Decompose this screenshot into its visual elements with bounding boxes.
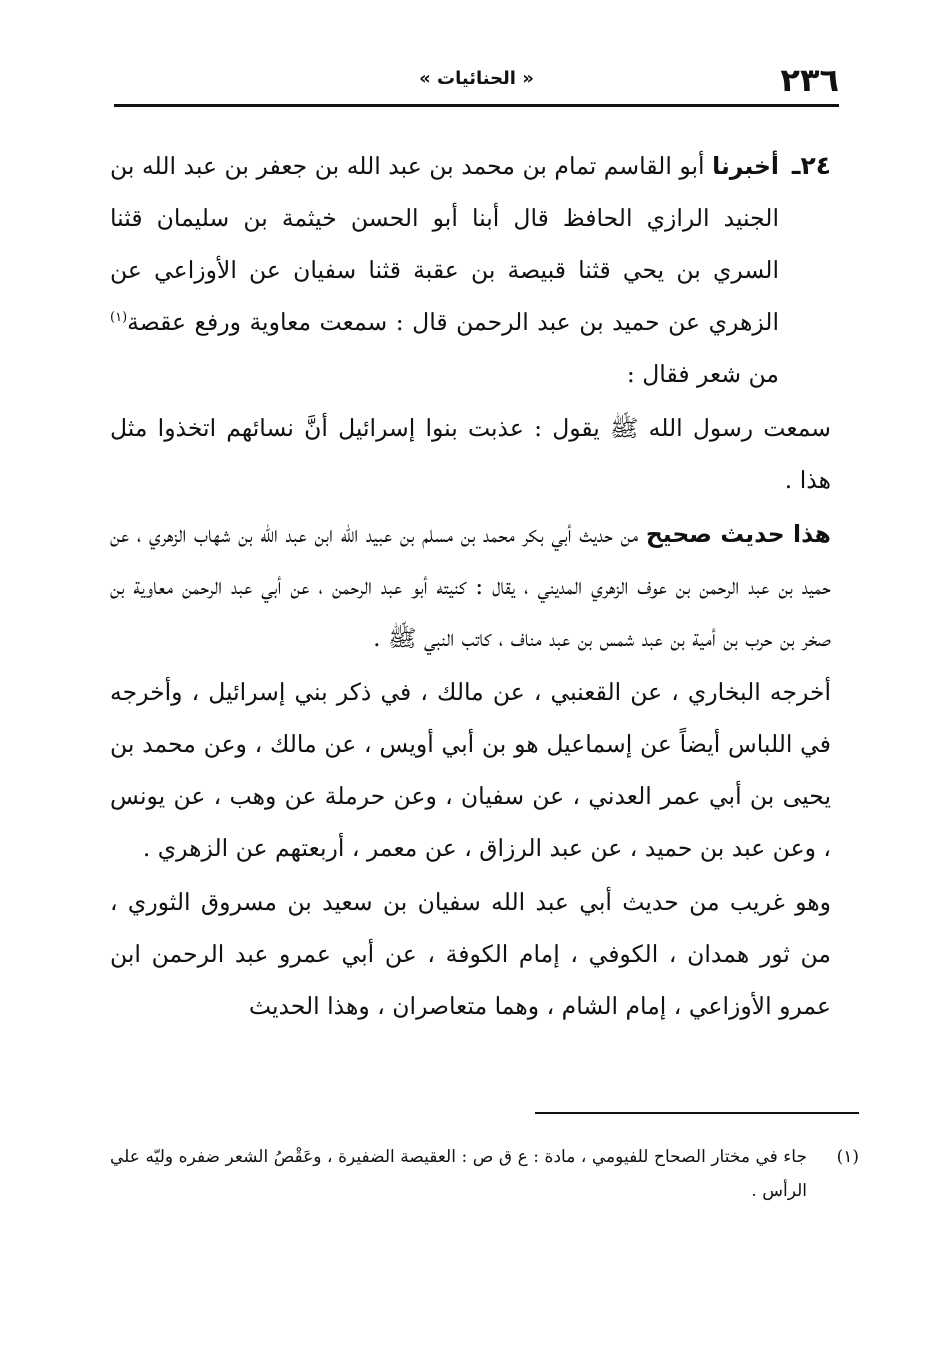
- isnad-paragraph: [110, 140, 779, 400]
- hadith-entry: [110, 140, 831, 400]
- running-title: « الحنائيات »: [419, 68, 534, 89]
- isnad-text: أبو القاسم تمام بن محمد بن عبد الله بن جعفر بن عبد الله بن الجنيد الرازي الحافظ قال أبنا أبو الحسن خيثمة بن سليمان قثنا السري بن يحي قثنا قبيصة بن عقبة قثنا سفيان عن الأوزاعي عن الزهري عن حميد بن عبد الرحمن قال : سمعت معاوية ورفع عقصة: [110, 152, 779, 336]
- verdict-lead: هذا حديث صحيح: [645, 520, 831, 548]
- footnote-item: [110, 1140, 859, 1208]
- page-number: ٢٣٦: [780, 61, 839, 99]
- footnote-ref[interactable]: (١): [110, 310, 128, 326]
- footnote-marker: (١): [836, 1147, 859, 1167]
- page-header: [114, 60, 839, 107]
- entry-lead-word: أخبرنا: [712, 152, 779, 180]
- gharib-paragraph: وهو غريب من حديث أبي عبد الله سفيان بن سعيد بن مسروق الثوري ، من ثور همدان ، الكوفي ، إمام الكوفة ، عن أبي عمرو عبد الرحمن ابن عمرو الأوزاعي ، إمام الشام ، وهما متعاصران ، وهذا الحديث: [110, 888, 831, 1020]
- footnote-divider: [535, 1112, 859, 1114]
- hadith-quote-paragraph: سمعت رسول الله ﷺ يقول : عذبت بنوا إسرائيل أنَّ نسائهم اتخذوا مثل هذا .: [110, 414, 831, 494]
- footnote-text: جاء في مختار الصحاح للفيومي ، مادة : ع ق ص : العقيصة الضفيرة ، وعَقْصُ الشعر ضفره وليّه علي الرأس .: [110, 1147, 807, 1201]
- verdict-paragraph: [110, 508, 831, 664]
- isnad-text-after: من شعر فقال :: [626, 360, 779, 388]
- footnotes: [110, 1140, 859, 1208]
- main-text: [110, 140, 831, 1034]
- takhrij-paragraph: أخرجه البخاري ، عن القعنبي ، عن مالك ، في ذكر بني إسرائيل ، وأخرجه في اللباس أيضاً عن إسماعيل هو بن أبي أويس ، عن مالك ، وعن محمد بن يحيى بن أبي عمر العدني ، عن سفيان ، وعن حرملة عن وهب ، عن يونس ، وعن عبد بن حميد ، عن عبد الرزاق ، عن معمر ، أربعتهم عن الزهري .: [110, 678, 831, 862]
- verdict-text: من حديث أبي بكر محمد بن مسلم بن عبيد الله ابن عبد الله بن شهاب الزهري ، عن حميد بن عبد الرحمن بن عوف الزهري المديني ، يقال : كنيته أبو عبد الرحمن ، عن أبي عبد الرحمن معاوية بن صخر بن حرب بن أمية بن عبد شمس بن عبد مناف ، كاتب النبي ﷺ .: [110, 520, 831, 652]
- entry-number: ٢٤ـ: [791, 151, 831, 180]
